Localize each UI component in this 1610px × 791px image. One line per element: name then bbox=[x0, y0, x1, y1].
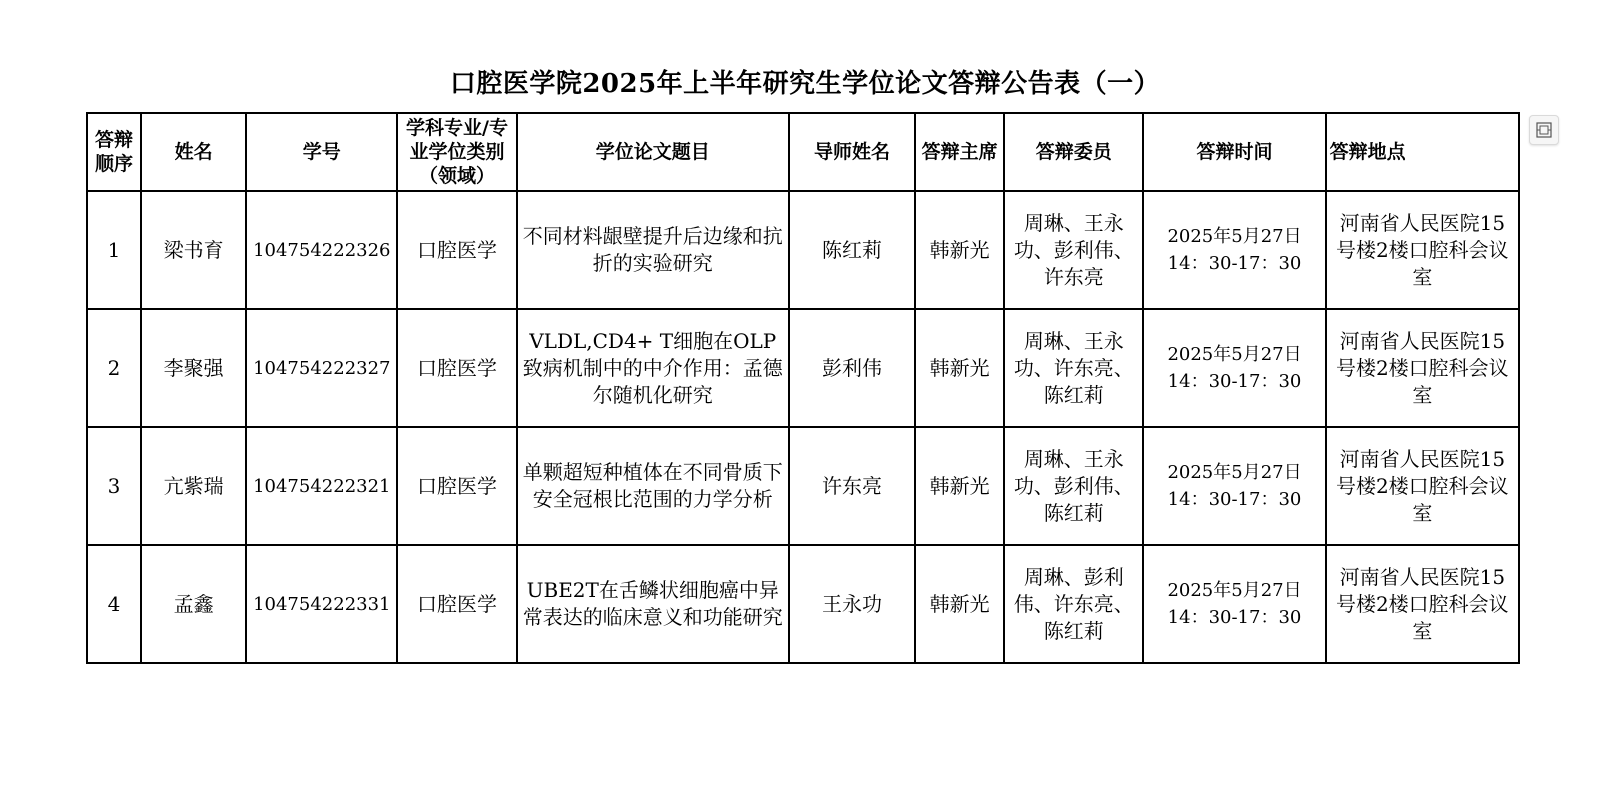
cell-thesis: UBE2T在舌鳞状细胞癌中异常表达的临床意义和功能研究 bbox=[517, 545, 789, 663]
cell-thesis: 不同材料龈壁提升后边缘和抗折的实验研究 bbox=[517, 191, 789, 309]
cell-chair: 韩新光 bbox=[915, 545, 1004, 663]
cell-student-id: 104754222321 bbox=[246, 427, 397, 545]
cell-time: 2025年5月27日14：30-17：30 bbox=[1143, 309, 1325, 427]
cell-chair: 韩新光 bbox=[915, 191, 1004, 309]
header-student-id: 学号 bbox=[246, 113, 397, 191]
page-title: 口腔医学院2025年上半年研究生学位论文答辩公告表（一） bbox=[449, 69, 1161, 99]
cell-name: 梁书育 bbox=[141, 191, 246, 309]
cell-location: 河南省人民医院15号楼2楼口腔科会议室 bbox=[1326, 427, 1519, 545]
cell-committee: 周琳、王永功、彭利伟、陈红莉 bbox=[1004, 427, 1143, 545]
header-advisor: 导师姓名 bbox=[789, 113, 915, 191]
cell-major: 口腔医学 bbox=[397, 309, 516, 427]
cell-chair: 韩新光 bbox=[915, 427, 1004, 545]
cell-order: 2 bbox=[87, 309, 141, 427]
cell-committee: 周琳、王永功、许东亮、陈红莉 bbox=[1004, 309, 1143, 427]
cell-student-id: 104754222326 bbox=[246, 191, 397, 309]
header-time: 答辩时间 bbox=[1143, 113, 1325, 191]
cell-thesis: VLDL,CD4+ T细胞在OLP致病机制中的中介作用：孟德尔随机化研究 bbox=[517, 309, 789, 427]
cell-time: 2025年5月27日14：30-17：30 bbox=[1143, 545, 1325, 663]
table-row bbox=[87, 191, 1519, 309]
header-major: 学科专业/专业学位类别（领域） bbox=[397, 113, 516, 191]
cell-committee: 周琳、彭利伟、许东亮、陈红莉 bbox=[1004, 545, 1143, 663]
cell-advisor: 许东亮 bbox=[789, 427, 915, 545]
cell-name: 李聚强 bbox=[141, 309, 246, 427]
cell-order: 1 bbox=[87, 191, 141, 309]
cell-committee: 周琳、王永功、彭利伟、许东亮 bbox=[1004, 191, 1143, 309]
cell-advisor: 王永功 bbox=[789, 545, 915, 663]
header-thesis: 学位论文题目 bbox=[517, 113, 789, 191]
cell-student-id: 104754222327 bbox=[246, 309, 397, 427]
cell-chair: 韩新光 bbox=[915, 309, 1004, 427]
cell-order: 4 bbox=[87, 545, 141, 663]
cell-location: 河南省人民医院15号楼2楼口腔科会议室 bbox=[1326, 309, 1519, 427]
cell-location: 河南省人民医院15号楼2楼口腔科会议室 bbox=[1326, 545, 1519, 663]
header-row bbox=[87, 113, 1519, 191]
fit-page-icon[interactable] bbox=[1529, 115, 1559, 145]
cell-name: 亢紫瑞 bbox=[141, 427, 246, 545]
announcement-table bbox=[86, 112, 1520, 664]
header-location: 答辩地点 bbox=[1326, 113, 1519, 191]
cell-time: 2025年5月27日14：30-17：30 bbox=[1143, 427, 1325, 545]
table-row bbox=[87, 427, 1519, 545]
header-order: 答辩顺序 bbox=[87, 113, 141, 191]
cell-major: 口腔医学 bbox=[397, 191, 516, 309]
cell-major: 口腔医学 bbox=[397, 427, 516, 545]
table-row bbox=[87, 545, 1519, 663]
cell-name: 孟鑫 bbox=[141, 545, 246, 663]
cell-major: 口腔医学 bbox=[397, 545, 516, 663]
cell-location: 河南省人民医院15号楼2楼口腔科会议室 bbox=[1326, 191, 1519, 309]
cell-time: 2025年5月27日14：30-17：30 bbox=[1143, 191, 1325, 309]
cell-order: 3 bbox=[87, 427, 141, 545]
cell-advisor: 陈红莉 bbox=[789, 191, 915, 309]
table-row bbox=[87, 309, 1519, 427]
header-committee: 答辩委员 bbox=[1004, 113, 1143, 191]
cell-student-id: 104754222331 bbox=[246, 545, 397, 663]
header-name: 姓名 bbox=[141, 113, 246, 191]
header-chair: 答辩主席 bbox=[915, 113, 1004, 191]
cell-advisor: 彭利伟 bbox=[789, 309, 915, 427]
cell-thesis: 单颗超短种植体在不同骨质下安全冠根比范围的力学分析 bbox=[517, 427, 789, 545]
